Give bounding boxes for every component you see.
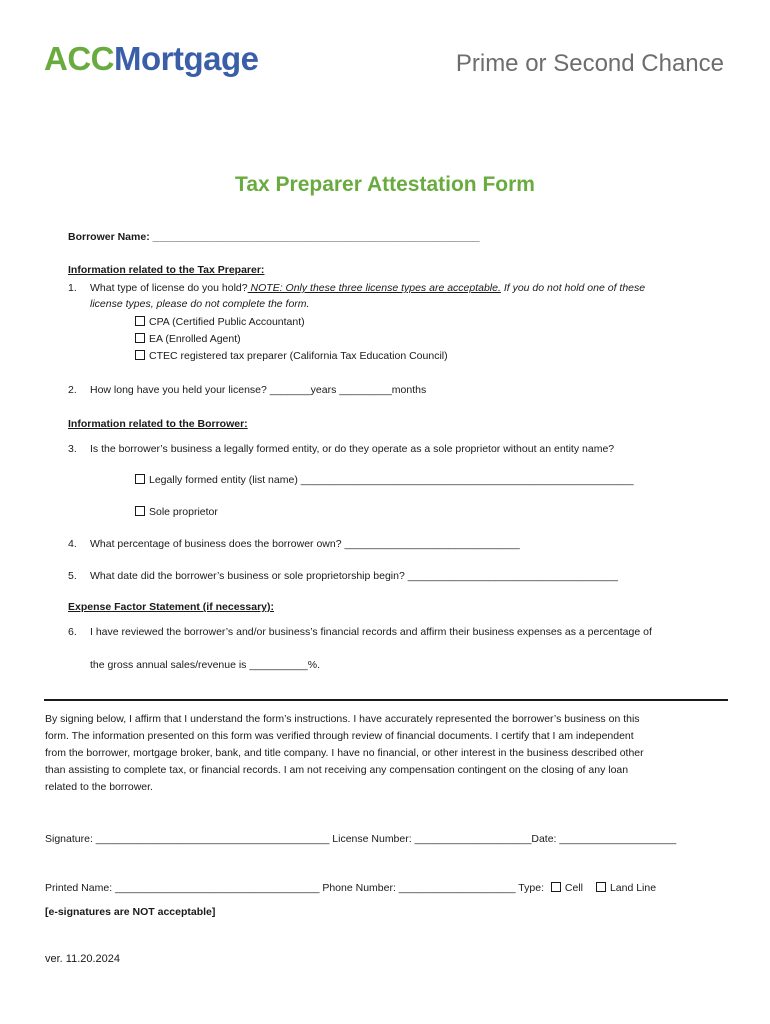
sole-proprietor-label: Sole proprietor <box>149 506 218 518</box>
q6-question: I have reviewed the borrower’s and/or business’s financial records and affirm their business expenses as a percentage of <box>90 626 652 638</box>
q1-question <box>90 282 645 294</box>
q3-question: Is the borrower’s business a legally formed entity, or do they operate as a sole proprietor without an entity name? <box>90 443 615 455</box>
section-expense: Expense Factor Statement (if necessary): <box>68 601 274 613</box>
attestation-line: related to the borrower. <box>45 781 153 793</box>
license-option-ctec[interactable] <box>135 350 448 362</box>
version-label: ver. 11.20.2024 <box>45 953 121 965</box>
ea-label: EA (Enrolled Agent) <box>149 333 241 345</box>
printed-name-label: Printed Name: ___________________________________ Phone Number: ____________________ Type: <box>45 882 544 894</box>
q2-number: 2. <box>68 384 77 396</box>
ctec-label: CTEC registered tax preparer (California Tax Education Council) <box>149 350 448 362</box>
form-title: Tax Preparer Attestation Form <box>235 173 535 196</box>
borrower-name-label: Borrower Name: ________________________________________________________ <box>68 231 480 243</box>
esignature-note: [e-signatures are NOT acceptable] <box>45 906 216 918</box>
printed-name-row[interactable] <box>45 882 656 894</box>
landline-checkbox[interactable] <box>596 882 606 892</box>
q5-number: 5. <box>68 570 77 582</box>
attestation-line: form. The information presented on this form was verified through review of financial documents. I certify that I am independent <box>45 730 634 742</box>
q6-percentage-field[interactable]: the gross annual sales/revenue is __________%. <box>90 659 320 671</box>
legal-entity-checkbox[interactable] <box>135 474 145 484</box>
attestation-paragraph <box>45 711 725 796</box>
license-option-ea[interactable] <box>135 333 241 345</box>
legal-entity-label: Legally formed entity (list name) _________________________________________________________ <box>149 474 634 486</box>
company-logo <box>44 40 259 78</box>
logo-mortgage: Mortgage <box>114 40 259 77</box>
q1-note: NOTE: Only these three license types are acceptable. <box>247 282 501 294</box>
borrower-name-field[interactable] <box>68 231 480 243</box>
q3-option-sole-proprietor[interactable] <box>135 506 218 518</box>
license-option-cpa[interactable] <box>135 316 305 328</box>
q5-question[interactable]: What date did the borrower’s business or sole proprietorship begin? ____________________________________ <box>90 570 618 582</box>
tagline: Prime or Second Chance <box>455 50 724 77</box>
section-borrower: Information related to the Borrower: <box>68 418 248 430</box>
q6-number: 6. <box>68 626 77 638</box>
signature-row[interactable]: Signature: ________________________________________ License Number: ____________________Date: ____________________ <box>45 833 677 845</box>
q1-note-tail: If you do not hold one of these <box>500 282 646 294</box>
attestation-line: from the borrower, mortgage broker, bank, and title company. I have no financial, or other interest in the business described other <box>45 747 644 759</box>
section-divider <box>44 699 728 701</box>
cpa-label: CPA (Certified Public Accountant) <box>149 316 305 328</box>
q2-question[interactable]: How long have you held your license? _______years _________months <box>90 384 427 396</box>
ctec-checkbox[interactable] <box>135 350 145 360</box>
landline-label: Land Line <box>609 882 657 894</box>
sole-proprietor-checkbox[interactable] <box>135 506 145 516</box>
q1-number: 1. <box>68 282 77 294</box>
logo-acc: ACC <box>44 40 114 77</box>
q1-text: What type of license do you hold? <box>90 282 248 294</box>
attestation-line: than assisting to complete tax, or financial records. I am not receiving any compensation contingent on the closing of any loan <box>45 764 629 776</box>
q1-note-line2: license types, please do not complete the form. <box>90 298 310 310</box>
ea-checkbox[interactable] <box>135 333 145 343</box>
cell-checkbox[interactable] <box>551 882 561 892</box>
q4-question[interactable]: What percentage of business does the borrower own? ______________________________ <box>90 538 520 550</box>
q3-option-legal-entity[interactable] <box>135 474 634 486</box>
q3-number: 3. <box>68 443 77 455</box>
attestation-line: By signing below, I affirm that I understand the form’s instructions. I have accurately represented the borrower’s business on this <box>45 713 640 725</box>
cell-label: Cell <box>564 882 584 894</box>
q4-number: 4. <box>68 538 77 550</box>
section-tax-preparer: Information related to the Tax Preparer: <box>68 264 265 276</box>
cpa-checkbox[interactable] <box>135 316 145 326</box>
